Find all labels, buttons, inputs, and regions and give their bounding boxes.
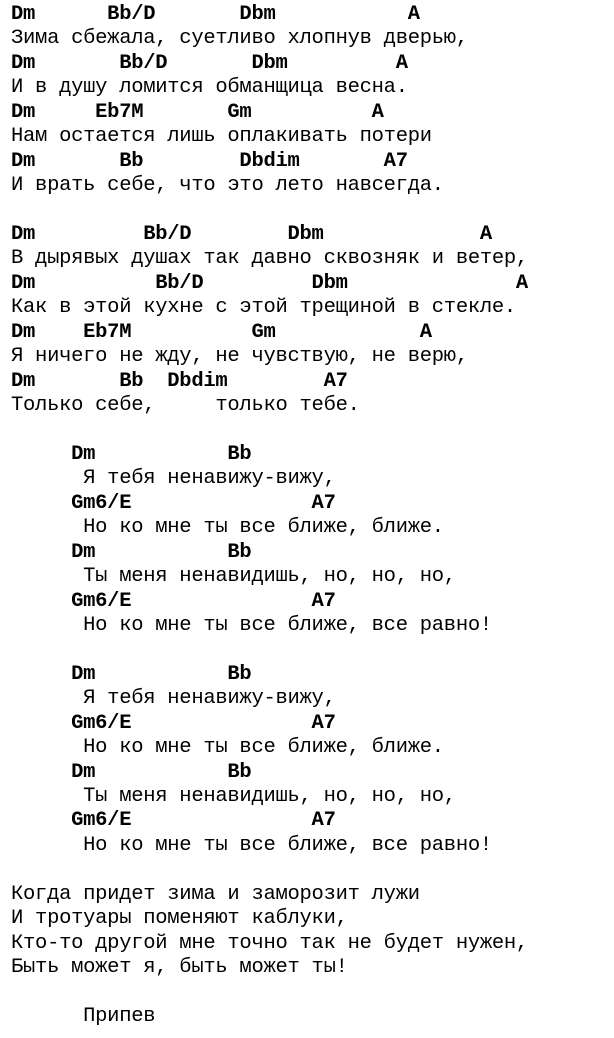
lyric-line: Я тебя ненавижу-вижу, xyxy=(11,687,336,711)
chord-line: Dm Eb7M Gm A xyxy=(11,100,384,124)
chord-line: Dm Bb/D Dbm A xyxy=(11,51,408,75)
lyric-line: Когда придет зима и заморозит лужи xyxy=(11,882,420,906)
lyric-line: И в душу ломится обманщица весна. xyxy=(11,76,408,100)
lyric-line: Зима сбежала, суетливо хлопнув дверью, xyxy=(11,27,468,51)
lyric-line: Но ко мне ты все ближе, ближе. xyxy=(11,516,444,540)
blank-line xyxy=(11,418,528,442)
lyric-line: Ты меня ненавидишь, но, но, но, xyxy=(11,785,456,808)
chord-line: Dm Bb/D Dbm A xyxy=(11,271,528,295)
lyric-line: Но ко мне ты все ближе, все равно! xyxy=(11,833,492,857)
chord-line: Dm Bb xyxy=(11,662,252,686)
chord-line: Gm6/E A7 xyxy=(11,809,336,833)
blank-line xyxy=(11,199,528,223)
chord-line: Dm Eb7M Gm A xyxy=(11,320,432,344)
chord-line: Dm Bb xyxy=(11,442,252,466)
blank-line xyxy=(11,981,528,1005)
chord-sheet xyxy=(11,3,528,1029)
lyric-line: И тротуары поменяют каблуки, xyxy=(11,907,348,931)
chord-line: Dm Bb xyxy=(11,760,252,784)
chord-line: Dm Bb/D Dbm A xyxy=(11,3,420,26)
lyric-line: Быть может я, быть может ты! xyxy=(11,956,348,980)
chord-line: Dm Bb Dbdim A7 xyxy=(11,369,348,393)
lyric-line: Как в этой кухне с этой трещиной в стекле. xyxy=(11,296,516,320)
lyric-line: Но ко мне ты все ближе, ближе. xyxy=(11,736,444,760)
lyric-line: Нам остается лишь оплакивать потери xyxy=(11,125,432,149)
lyric-line: Только себе, только тебе. xyxy=(11,394,360,417)
lyric-line: И врать себе, что это лето навсегда. xyxy=(11,174,444,198)
lyric-line: Кто-то другой мне точно так не будет нужен, xyxy=(11,931,528,955)
lyric-line: Припев xyxy=(11,1004,156,1028)
lyric-line: Но ко мне ты все ближе, все равно! xyxy=(11,613,492,637)
lyric-line: Я тебя ненавижу-вижу, xyxy=(11,467,336,491)
chord-line: Dm Bb Dbdim A7 xyxy=(11,149,408,173)
chord-line: Dm Bb xyxy=(11,540,252,564)
chord-line: Gm6/E A7 xyxy=(11,711,336,735)
lyric-line: Ты меня ненавидишь, но, но, но, xyxy=(11,565,456,589)
chord-line: Dm Bb/D Dbm A xyxy=(11,222,492,246)
lyric-line: Я ничего не жду, не чувствую, не верю, xyxy=(11,345,468,369)
chord-line: Gm6/E A7 xyxy=(11,589,336,613)
blank-line xyxy=(11,858,528,882)
blank-line xyxy=(11,638,528,662)
lyric-line: В дырявых душах так давно сквозняк и ветер, xyxy=(11,247,528,271)
chord-line: Gm6/E A7 xyxy=(11,491,336,515)
